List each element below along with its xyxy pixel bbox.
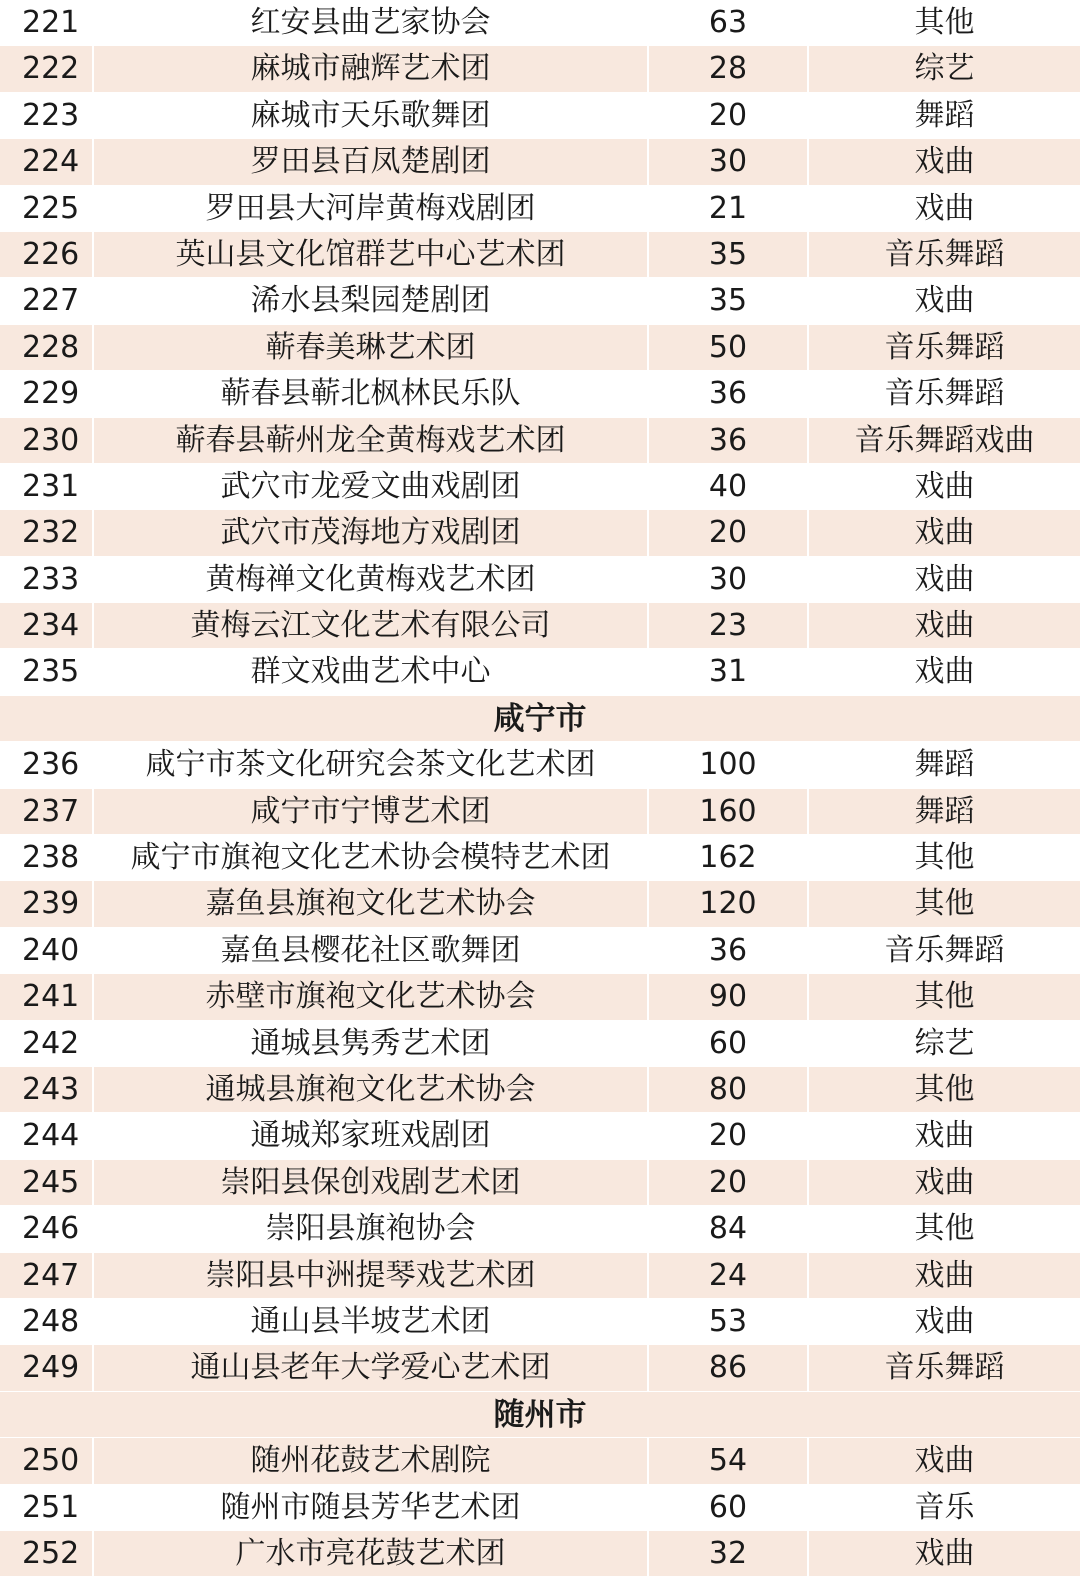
troupe-type: 戏曲 bbox=[809, 1113, 1080, 1158]
table-row bbox=[0, 1485, 1080, 1531]
troupe-name: 咸宁市茶文化研究会茶文化艺术团 bbox=[94, 742, 649, 787]
troupe-name: 随州市随县芳华艺术团 bbox=[94, 1485, 649, 1530]
row-number: 222 bbox=[0, 46, 94, 91]
row-number: 226 bbox=[0, 232, 94, 277]
troupe-type: 戏曲 bbox=[809, 603, 1080, 648]
troupe-name: 蕲春县蕲北枫林民乐队 bbox=[94, 371, 649, 416]
troupe-name: 群文戏曲艺术中心 bbox=[94, 649, 649, 694]
troupe-type: 其他 bbox=[809, 1206, 1080, 1251]
troupe-name: 崇阳县旗袍协会 bbox=[94, 1206, 649, 1251]
troupe-name: 武穴市龙爱文曲戏剧团 bbox=[94, 464, 649, 509]
row-number: 248 bbox=[0, 1299, 94, 1344]
troupe-type: 音乐舞蹈 bbox=[809, 371, 1080, 416]
troupe-name: 通城县隽秀艺术团 bbox=[94, 1021, 649, 1066]
row-number: 252 bbox=[0, 1531, 94, 1576]
member-count: 31 bbox=[649, 649, 809, 694]
row-number: 224 bbox=[0, 139, 94, 184]
table-row bbox=[0, 325, 1080, 371]
row-number: 233 bbox=[0, 557, 94, 602]
troupe-name: 咸宁市宁博艺术团 bbox=[94, 789, 649, 834]
row-number: 240 bbox=[0, 928, 94, 973]
member-count: 50 bbox=[649, 325, 809, 370]
row-number: 243 bbox=[0, 1067, 94, 1112]
table-row bbox=[0, 1113, 1080, 1159]
table-row bbox=[0, 464, 1080, 510]
member-count: 32 bbox=[649, 1531, 809, 1576]
table-row bbox=[0, 1160, 1080, 1206]
troupe-name: 麻城市融辉艺术团 bbox=[94, 46, 649, 91]
member-count: 160 bbox=[649, 789, 809, 834]
troupe-name: 英山县文化馆群艺中心艺术团 bbox=[94, 232, 649, 277]
row-number: 238 bbox=[0, 835, 94, 880]
table-row bbox=[0, 1021, 1080, 1067]
troupe-name: 罗田县大河岸黄梅戏剧团 bbox=[94, 186, 649, 231]
troupe-name: 罗田县百凤楚剧团 bbox=[94, 139, 649, 184]
row-number: 231 bbox=[0, 464, 94, 509]
row-number: 249 bbox=[0, 1345, 94, 1390]
row-number: 235 bbox=[0, 649, 94, 694]
troupe-name: 赤壁市旗袍文化艺术协会 bbox=[94, 974, 649, 1019]
member-count: 120 bbox=[649, 881, 809, 926]
troupe-type: 综艺 bbox=[809, 46, 1080, 91]
member-count: 36 bbox=[649, 928, 809, 973]
member-count: 100 bbox=[649, 742, 809, 787]
table-row bbox=[0, 46, 1080, 92]
member-count: 60 bbox=[649, 1021, 809, 1066]
troupe-type: 其他 bbox=[809, 835, 1080, 880]
member-count: 30 bbox=[649, 139, 809, 184]
troupe-type: 戏曲 bbox=[809, 1438, 1080, 1483]
troupe-name: 蕲春县蕲州龙全黄梅戏艺术团 bbox=[94, 418, 649, 463]
troupe-type: 其他 bbox=[809, 1067, 1080, 1112]
troupe-name: 通城县旗袍文化艺术协会 bbox=[94, 1067, 649, 1112]
troupe-type: 戏曲 bbox=[809, 1299, 1080, 1344]
member-count: 20 bbox=[649, 1160, 809, 1205]
member-count: 84 bbox=[649, 1206, 809, 1251]
member-count: 36 bbox=[649, 418, 809, 463]
row-number: 230 bbox=[0, 418, 94, 463]
table-row bbox=[0, 1253, 1080, 1299]
member-count: 54 bbox=[649, 1438, 809, 1483]
troupe-type: 戏曲 bbox=[809, 139, 1080, 184]
troupe-name: 嘉鱼县旗袍文化艺术协会 bbox=[94, 881, 649, 926]
row-number: 225 bbox=[0, 186, 94, 231]
troupe-name: 广水市亮花鼓艺术团 bbox=[94, 1531, 649, 1576]
region-header: 咸宁市 bbox=[0, 696, 1080, 742]
troupe-name: 武穴市茂海地方戏剧团 bbox=[94, 510, 649, 555]
table-row bbox=[0, 835, 1080, 881]
table-row bbox=[0, 1206, 1080, 1252]
troupe-name: 崇阳县保创戏剧艺术团 bbox=[94, 1160, 649, 1205]
table-row bbox=[0, 881, 1080, 927]
row-number: 236 bbox=[0, 742, 94, 787]
table-row bbox=[0, 557, 1080, 603]
troupe-name: 浠水县梨园楚剧团 bbox=[94, 278, 649, 323]
row-number: 228 bbox=[0, 325, 94, 370]
troupe-name: 嘉鱼县樱花社区歌舞团 bbox=[94, 928, 649, 973]
troupe-type: 戏曲 bbox=[809, 510, 1080, 555]
member-count: 23 bbox=[649, 603, 809, 648]
row-number: 221 bbox=[0, 0, 94, 45]
table-row bbox=[0, 1067, 1080, 1113]
row-number: 237 bbox=[0, 789, 94, 834]
member-count: 63 bbox=[649, 0, 809, 45]
table-row bbox=[0, 93, 1080, 139]
troupe-type: 音乐舞蹈 bbox=[809, 1345, 1080, 1390]
row-number: 245 bbox=[0, 1160, 94, 1205]
row-number: 234 bbox=[0, 603, 94, 648]
row-number: 239 bbox=[0, 881, 94, 926]
troupe-type: 其他 bbox=[809, 881, 1080, 926]
troupe-name: 红安县曲艺家协会 bbox=[94, 0, 649, 45]
troupe-name: 麻城市天乐歌舞团 bbox=[94, 93, 649, 138]
table-row bbox=[0, 0, 1080, 46]
member-count: 86 bbox=[649, 1345, 809, 1390]
row-number: 241 bbox=[0, 974, 94, 1019]
table-row bbox=[0, 789, 1080, 835]
table-row bbox=[0, 603, 1080, 649]
row-number: 232 bbox=[0, 510, 94, 555]
troupe-name: 通城郑家班戏剧团 bbox=[94, 1113, 649, 1158]
member-count: 24 bbox=[649, 1253, 809, 1298]
member-count: 162 bbox=[649, 835, 809, 880]
troupe-name: 黄梅禅文化黄梅戏艺术团 bbox=[94, 557, 649, 602]
troupe-type: 戏曲 bbox=[809, 649, 1080, 694]
table-row bbox=[0, 278, 1080, 324]
troupe-name: 随州花鼓艺术剧院 bbox=[94, 1438, 649, 1483]
member-count: 30 bbox=[649, 557, 809, 602]
row-number: 251 bbox=[0, 1485, 94, 1530]
region-header: 随州市 bbox=[0, 1392, 1080, 1438]
row-number: 229 bbox=[0, 371, 94, 416]
table-row bbox=[0, 510, 1080, 556]
member-count: 53 bbox=[649, 1299, 809, 1344]
member-count: 36 bbox=[649, 371, 809, 416]
row-number: 244 bbox=[0, 1113, 94, 1158]
table-row bbox=[0, 928, 1080, 974]
troupe-type: 戏曲 bbox=[809, 278, 1080, 323]
table-row bbox=[0, 232, 1080, 278]
member-count: 21 bbox=[649, 186, 809, 231]
table-row bbox=[0, 371, 1080, 417]
troupe-name: 蕲春美琳艺术团 bbox=[94, 325, 649, 370]
troupe-type: 音乐舞蹈 bbox=[809, 232, 1080, 277]
member-count: 28 bbox=[649, 46, 809, 91]
troupe-name: 崇阳县中洲提琴戏艺术团 bbox=[94, 1253, 649, 1298]
troupe-type: 音乐舞蹈戏曲 bbox=[809, 418, 1080, 463]
troupe-type: 舞蹈 bbox=[809, 93, 1080, 138]
troupe-name: 咸宁市旗袍文化艺术协会模特艺术团 bbox=[94, 835, 649, 880]
troupe-type: 戏曲 bbox=[809, 464, 1080, 509]
row-number: 246 bbox=[0, 1206, 94, 1251]
member-count: 60 bbox=[649, 1485, 809, 1530]
troupe-type: 其他 bbox=[809, 0, 1080, 45]
member-count: 20 bbox=[649, 93, 809, 138]
row-number: 242 bbox=[0, 1021, 94, 1066]
troupe-name: 通山县老年大学爱心艺术团 bbox=[94, 1345, 649, 1390]
table-row bbox=[0, 1345, 1080, 1391]
troupe-type: 音乐舞蹈 bbox=[809, 325, 1080, 370]
member-count: 20 bbox=[649, 510, 809, 555]
table-row bbox=[0, 418, 1080, 464]
member-count: 20 bbox=[649, 1113, 809, 1158]
table-row bbox=[0, 1531, 1080, 1577]
table-row bbox=[0, 649, 1080, 695]
troupe-type: 音乐舞蹈 bbox=[809, 928, 1080, 973]
troupe-type: 其他 bbox=[809, 974, 1080, 1019]
troupe-type: 戏曲 bbox=[809, 1253, 1080, 1298]
table-row bbox=[0, 1299, 1080, 1345]
troupe-type: 戏曲 bbox=[809, 1531, 1080, 1576]
troupe-type: 综艺 bbox=[809, 1021, 1080, 1066]
table-row bbox=[0, 139, 1080, 185]
member-count: 80 bbox=[649, 1067, 809, 1112]
member-count: 90 bbox=[649, 974, 809, 1019]
troupe-type: 舞蹈 bbox=[809, 789, 1080, 834]
troupe-type: 戏曲 bbox=[809, 557, 1080, 602]
table-row bbox=[0, 974, 1080, 1020]
member-count: 35 bbox=[649, 232, 809, 277]
row-number: 250 bbox=[0, 1438, 94, 1483]
troupe-type: 音乐 bbox=[809, 1485, 1080, 1530]
troupe-type: 舞蹈 bbox=[809, 742, 1080, 787]
troupe-type: 戏曲 bbox=[809, 1160, 1080, 1205]
row-number: 247 bbox=[0, 1253, 94, 1298]
table-row bbox=[0, 742, 1080, 788]
member-count: 40 bbox=[649, 464, 809, 509]
table-row bbox=[0, 186, 1080, 232]
troupe-name: 黄梅云江文化艺术有限公司 bbox=[94, 603, 649, 648]
troupe-name: 通山县半坡艺术团 bbox=[94, 1299, 649, 1344]
member-count: 35 bbox=[649, 278, 809, 323]
table-row bbox=[0, 1438, 1080, 1484]
row-number: 223 bbox=[0, 93, 94, 138]
troupe-type: 戏曲 bbox=[809, 186, 1080, 231]
row-number: 227 bbox=[0, 278, 94, 323]
